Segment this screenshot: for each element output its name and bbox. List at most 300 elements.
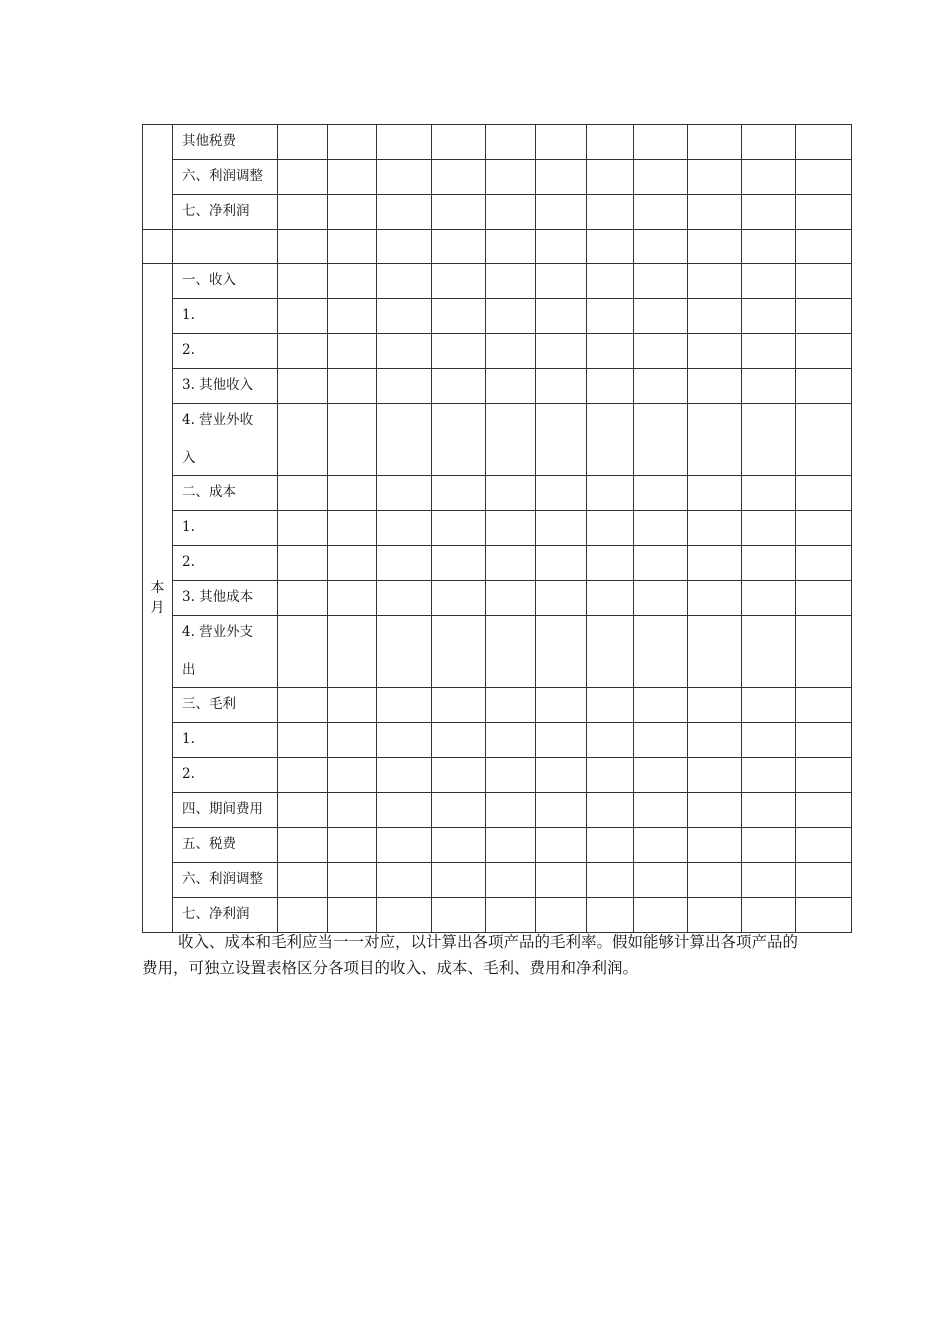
table-cell <box>377 793 432 828</box>
table-cell <box>377 125 432 160</box>
table-cell <box>328 125 377 160</box>
table-cell <box>486 688 536 723</box>
table-cell <box>486 616 536 688</box>
row-label <box>173 793 278 828</box>
table-row <box>143 369 852 404</box>
row-label-text: 1. <box>182 519 195 535</box>
table-cell <box>536 369 587 404</box>
table-cell <box>486 546 536 581</box>
row-label <box>173 195 278 230</box>
table-cell <box>587 230 634 264</box>
table-cell <box>742 125 796 160</box>
table-cell <box>486 511 536 546</box>
table-cell <box>587 828 634 863</box>
table-cell <box>432 863 486 898</box>
table-cell <box>432 125 486 160</box>
table-cell <box>796 476 852 511</box>
table-cell <box>742 793 796 828</box>
table-cell <box>688 546 742 581</box>
table-cell <box>742 334 796 369</box>
table-cell <box>688 264 742 299</box>
table-cell <box>688 723 742 758</box>
table-cell <box>377 546 432 581</box>
table-cell <box>536 160 587 195</box>
row-label <box>173 863 278 898</box>
row-label <box>173 511 278 546</box>
table-cell <box>377 688 432 723</box>
table-cell <box>587 334 634 369</box>
table-cell <box>536 230 587 264</box>
table-cell <box>432 793 486 828</box>
table-cell <box>742 230 796 264</box>
row-label <box>173 404 278 476</box>
table-cell <box>278 160 328 195</box>
table-cell <box>634 898 688 933</box>
table-row <box>143 688 852 723</box>
table-cell <box>328 863 377 898</box>
row-label-text: 3. 其他收入 <box>182 377 254 393</box>
table-cell <box>796 581 852 616</box>
table-cell <box>587 688 634 723</box>
table-cell <box>328 546 377 581</box>
table-cell <box>688 616 742 688</box>
table-cell <box>536 581 587 616</box>
table-row <box>143 616 852 688</box>
table-cell <box>536 511 587 546</box>
table-cell <box>796 688 852 723</box>
table-cell <box>328 334 377 369</box>
row-label-text: 一、收入 <box>182 272 236 288</box>
table-cell <box>432 688 486 723</box>
table-cell <box>377 404 432 476</box>
table-cell <box>536 334 587 369</box>
row-label-text: 1. <box>182 731 195 747</box>
table-cell <box>328 898 377 933</box>
income-statement-table <box>142 124 852 933</box>
table-cell <box>486 758 536 793</box>
table-cell <box>278 195 328 230</box>
row-label <box>173 476 278 511</box>
table-cell <box>536 898 587 933</box>
table-cell <box>432 546 486 581</box>
row-label-text: 2. <box>182 342 195 358</box>
table-cell <box>742 828 796 863</box>
table-cell <box>742 195 796 230</box>
table-cell <box>486 369 536 404</box>
table-cell <box>796 723 852 758</box>
table-cell <box>536 688 587 723</box>
table-cell <box>377 476 432 511</box>
table-cell <box>688 828 742 863</box>
table-cell <box>796 863 852 898</box>
table-cell <box>486 581 536 616</box>
table-cell <box>377 581 432 616</box>
table-cell <box>377 195 432 230</box>
row-label <box>173 723 278 758</box>
table-cell <box>587 125 634 160</box>
table-cell <box>536 546 587 581</box>
table-cell <box>432 299 486 334</box>
table-cell <box>796 404 852 476</box>
row-label <box>173 546 278 581</box>
table-cell <box>278 125 328 160</box>
row-label <box>173 616 278 688</box>
table-cell <box>536 758 587 793</box>
table-cell <box>432 230 486 264</box>
table-cell <box>587 758 634 793</box>
table-cell <box>796 898 852 933</box>
table-cell <box>796 264 852 299</box>
table-cell <box>278 828 328 863</box>
table-cell <box>742 581 796 616</box>
table-cell <box>688 511 742 546</box>
table-cell <box>278 863 328 898</box>
table-cell <box>432 758 486 793</box>
side-label-char: 月 <box>150 600 165 616</box>
row-label <box>173 160 278 195</box>
table-cell <box>328 688 377 723</box>
table-cell <box>278 898 328 933</box>
row-label-text: 2. <box>182 766 195 782</box>
table-cell <box>278 511 328 546</box>
table-cell <box>742 758 796 793</box>
table-cell <box>688 299 742 334</box>
table-cell <box>278 264 328 299</box>
table-cell <box>688 195 742 230</box>
table-cell <box>377 334 432 369</box>
table-cell <box>742 511 796 546</box>
table-cell <box>377 264 432 299</box>
table-cell <box>587 404 634 476</box>
table-row <box>143 863 852 898</box>
table-cell <box>587 160 634 195</box>
table-cell <box>536 404 587 476</box>
table-cell <box>377 863 432 898</box>
row-label-text: 七、净利润 <box>182 906 250 922</box>
table-cell <box>634 863 688 898</box>
table-cell <box>328 160 377 195</box>
table-cell <box>796 230 852 264</box>
table-cell <box>634 299 688 334</box>
table-cell <box>328 299 377 334</box>
table-cell <box>634 125 688 160</box>
table-cell <box>587 793 634 828</box>
table-cell <box>486 125 536 160</box>
table-cell <box>536 125 587 160</box>
table-cell <box>587 863 634 898</box>
table-cell <box>634 369 688 404</box>
row-label-text: 4. 营业外支出 <box>182 624 254 678</box>
table-cell <box>432 264 486 299</box>
table-cell <box>536 793 587 828</box>
table-cell <box>742 160 796 195</box>
table-cell <box>796 616 852 688</box>
table-cell <box>634 404 688 476</box>
table-cell <box>688 230 742 264</box>
table-cell <box>634 688 688 723</box>
row-label <box>173 369 278 404</box>
table-cell <box>742 898 796 933</box>
table-cell <box>278 616 328 688</box>
row-label-text: 4. 营业外收入 <box>182 412 254 466</box>
table-cell <box>432 511 486 546</box>
table-cell <box>634 334 688 369</box>
table-cell <box>742 404 796 476</box>
table-cell <box>688 863 742 898</box>
table-cell <box>536 299 587 334</box>
table-cell <box>536 863 587 898</box>
row-label <box>173 581 278 616</box>
side-label-cell <box>143 125 173 230</box>
table-cell <box>742 863 796 898</box>
table-cell <box>634 546 688 581</box>
table-cell <box>486 195 536 230</box>
table-row <box>143 581 852 616</box>
table-cell <box>278 299 328 334</box>
table-cell <box>688 476 742 511</box>
table-cell <box>796 758 852 793</box>
table-cell <box>536 828 587 863</box>
table-cell <box>634 476 688 511</box>
table-cell <box>587 369 634 404</box>
side-label-char: 本 <box>150 580 165 596</box>
table-cell <box>587 299 634 334</box>
spacer-row <box>143 230 852 264</box>
row-label <box>173 898 278 933</box>
table-row <box>143 546 852 581</box>
row-label-text: 四、期间费用 <box>182 801 263 817</box>
table-row <box>143 723 852 758</box>
table-row <box>143 793 852 828</box>
table-cell <box>278 793 328 828</box>
table-cell <box>377 299 432 334</box>
table-cell <box>796 125 852 160</box>
table-cell <box>377 369 432 404</box>
table-cell <box>536 264 587 299</box>
table-row <box>143 511 852 546</box>
table-cell <box>432 828 486 863</box>
table-cell <box>688 160 742 195</box>
row-label-text: 3. 其他成本 <box>182 589 254 605</box>
row-label <box>173 299 278 334</box>
side-label-month <box>143 264 173 933</box>
table-cell <box>377 616 432 688</box>
table-row <box>143 758 852 793</box>
row-label-text: 其他税费 <box>182 133 236 149</box>
table-cell <box>796 793 852 828</box>
table-cell <box>486 160 536 195</box>
table-cell <box>486 793 536 828</box>
table-cell <box>688 688 742 723</box>
table-cell <box>278 581 328 616</box>
table-cell <box>536 723 587 758</box>
table-cell <box>486 334 536 369</box>
table-row <box>143 828 852 863</box>
table-cell <box>634 793 688 828</box>
table-cell <box>688 334 742 369</box>
table-cell <box>634 230 688 264</box>
table-cell <box>634 511 688 546</box>
table-row <box>143 898 852 933</box>
table-cell <box>328 404 377 476</box>
row-label <box>173 828 278 863</box>
row-label <box>173 758 278 793</box>
table-cell <box>796 299 852 334</box>
table-cell <box>796 160 852 195</box>
table-cell <box>377 758 432 793</box>
table-cell <box>173 230 278 264</box>
table-cell <box>742 476 796 511</box>
table-cell <box>742 264 796 299</box>
table-cell <box>432 334 486 369</box>
table-cell <box>432 898 486 933</box>
table-cell <box>688 125 742 160</box>
row-label-text: 二、成本 <box>182 484 236 500</box>
row-label <box>173 334 278 369</box>
table-cell <box>432 616 486 688</box>
table-row <box>143 334 852 369</box>
table-cell <box>432 404 486 476</box>
table-cell <box>432 160 486 195</box>
table-cell <box>742 299 796 334</box>
table-cell <box>328 511 377 546</box>
row-label-text: 五、税费 <box>182 836 236 852</box>
table-cell <box>328 758 377 793</box>
table-cell <box>328 230 377 264</box>
table-cell <box>486 863 536 898</box>
table-cell <box>742 369 796 404</box>
table-row <box>143 264 852 299</box>
row-label <box>173 264 278 299</box>
table-row <box>143 195 852 230</box>
table-cell <box>796 511 852 546</box>
table-cell <box>432 369 486 404</box>
table-cell <box>796 334 852 369</box>
table-row <box>143 476 852 511</box>
table-cell <box>536 195 587 230</box>
table-cell <box>278 230 328 264</box>
body-paragraph: 收入、成本和毛利应当一一对应，以计算出各项产品的毛利率。假如能够计算出各项产品的费用，可独立设置表格区分各项目的收入、成本、毛利、费用和净利润。 <box>142 933 799 977</box>
table-cell <box>587 546 634 581</box>
table-cell <box>796 369 852 404</box>
table-cell <box>634 616 688 688</box>
table-cell <box>377 511 432 546</box>
table-cell <box>432 581 486 616</box>
table-cell <box>328 581 377 616</box>
row-label <box>173 125 278 160</box>
table-cell <box>377 230 432 264</box>
table-cell <box>278 476 328 511</box>
table-cell <box>486 476 536 511</box>
table-cell <box>587 476 634 511</box>
table-cell <box>377 160 432 195</box>
table-cell <box>742 688 796 723</box>
table-cell <box>278 404 328 476</box>
table-cell <box>634 195 688 230</box>
table-cell <box>486 723 536 758</box>
table-cell <box>536 476 587 511</box>
table-row <box>143 125 852 160</box>
table-row <box>143 299 852 334</box>
row-label-text: 2. <box>182 554 195 570</box>
table-cell <box>688 581 742 616</box>
table-cell <box>432 723 486 758</box>
table-cell <box>278 688 328 723</box>
table-cell <box>587 898 634 933</box>
table-cell <box>328 793 377 828</box>
row-label-text: 六、利润调整 <box>182 871 263 887</box>
table-cell <box>486 828 536 863</box>
row-label-text: 七、净利润 <box>182 203 250 219</box>
table-cell <box>587 511 634 546</box>
table-cell <box>432 476 486 511</box>
table-cell <box>377 723 432 758</box>
table-cell <box>328 828 377 863</box>
table-cell <box>536 616 587 688</box>
table-cell <box>328 476 377 511</box>
table-cell <box>634 160 688 195</box>
table-cell <box>328 616 377 688</box>
row-label <box>173 688 278 723</box>
table-cell <box>742 616 796 688</box>
table-cell <box>143 230 173 264</box>
table-cell <box>486 230 536 264</box>
table-body <box>143 125 852 933</box>
table-cell <box>486 299 536 334</box>
table-cell <box>328 264 377 299</box>
table-cell <box>328 369 377 404</box>
table-cell <box>587 195 634 230</box>
row-label-text: 三、毛利 <box>182 696 236 712</box>
table-cell <box>278 546 328 581</box>
table-cell <box>486 264 536 299</box>
table-cell <box>328 195 377 230</box>
table-cell <box>688 793 742 828</box>
table-cell <box>587 581 634 616</box>
row-label-text: 1. <box>182 307 195 323</box>
table-cell <box>742 546 796 581</box>
table-cell <box>634 264 688 299</box>
table-cell <box>278 334 328 369</box>
table-cell <box>688 758 742 793</box>
table-cell <box>796 828 852 863</box>
table-cell <box>587 264 634 299</box>
table-row <box>143 404 852 476</box>
table-cell <box>377 828 432 863</box>
table-cell <box>587 723 634 758</box>
table-cell <box>278 758 328 793</box>
table-cell <box>377 898 432 933</box>
table-cell <box>486 898 536 933</box>
table-cell <box>278 369 328 404</box>
table-cell <box>634 581 688 616</box>
table-cell <box>278 723 328 758</box>
table-row <box>143 160 852 195</box>
table-cell <box>587 616 634 688</box>
table-cell <box>688 404 742 476</box>
table-cell <box>742 723 796 758</box>
table-cell <box>634 723 688 758</box>
table-cell <box>688 898 742 933</box>
table-cell <box>432 195 486 230</box>
table-cell <box>634 758 688 793</box>
table-cell <box>486 404 536 476</box>
row-label-text: 六、利润调整 <box>182 168 263 184</box>
table-cell <box>796 195 852 230</box>
table-cell <box>634 828 688 863</box>
table-cell <box>796 546 852 581</box>
table-cell <box>328 723 377 758</box>
